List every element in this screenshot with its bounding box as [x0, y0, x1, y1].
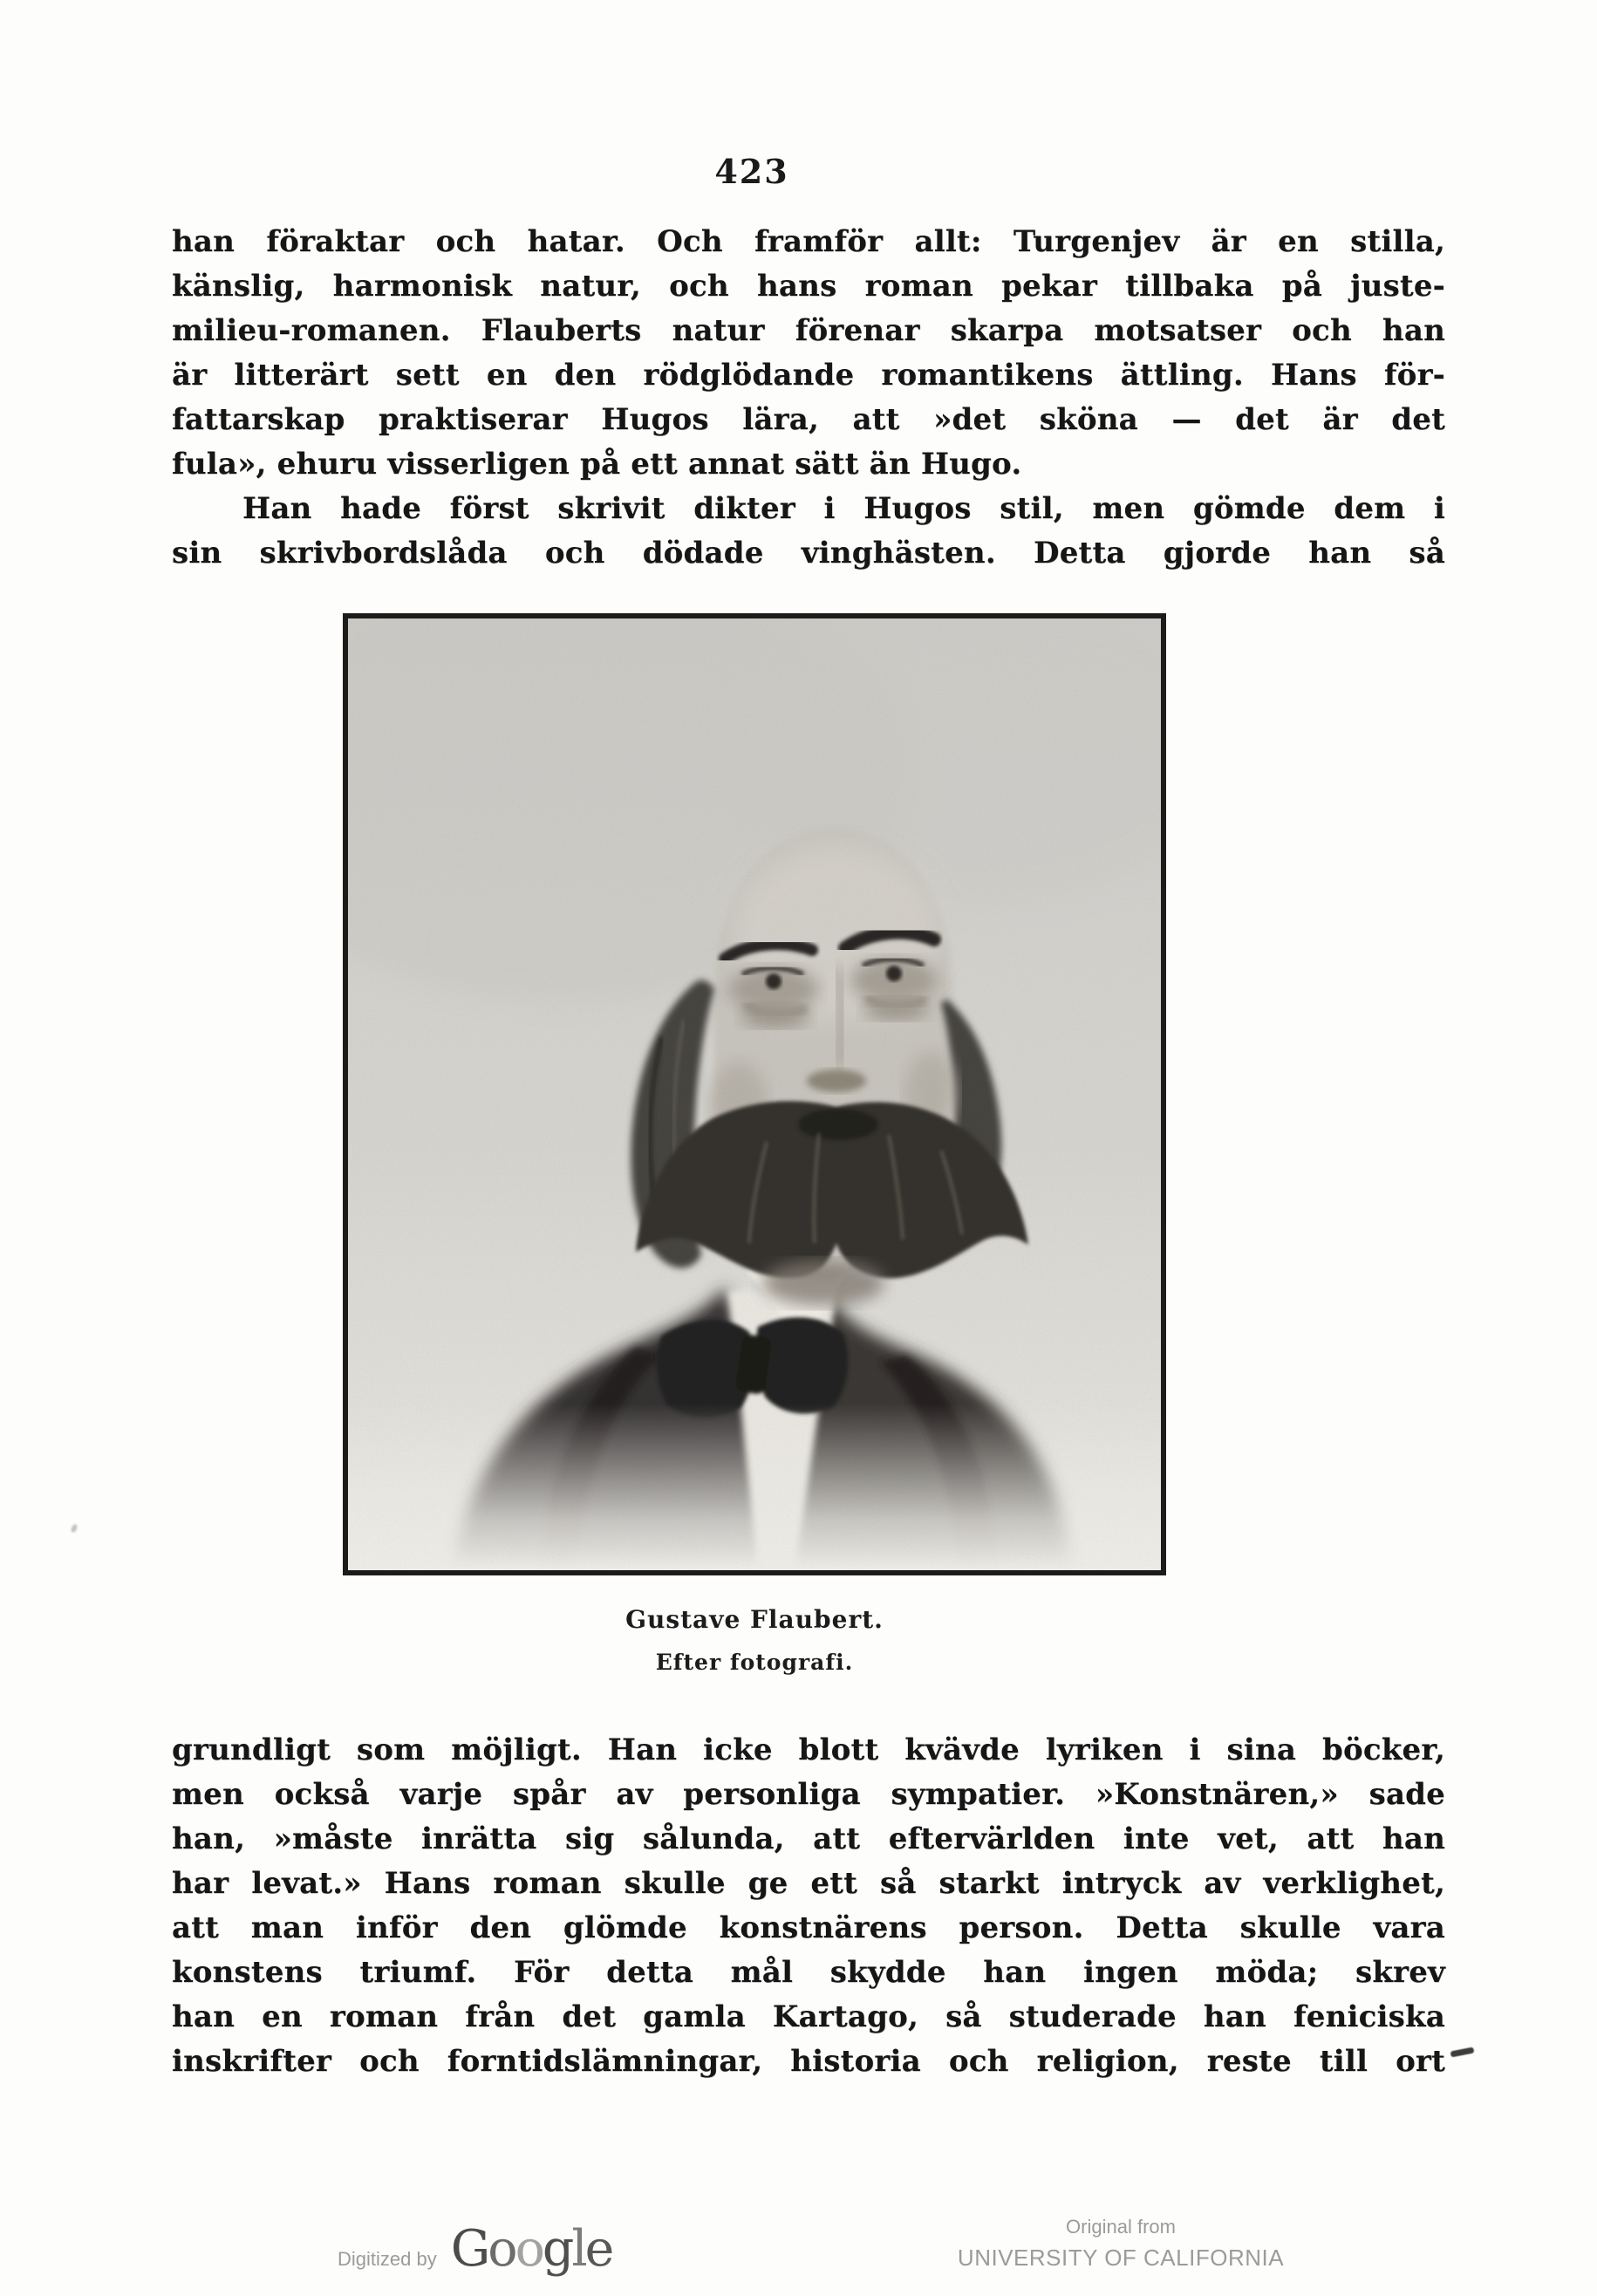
text-line: inskrifter och forntidslämningar, historia och religion, reste till ort	[172, 2044, 1445, 2079]
photo-caption	[343, 1605, 1166, 1675]
provenance-attribution	[946, 2216, 1295, 2272]
flaubert-portrait-illustration	[348, 618, 1161, 1570]
text-line: grundligt som möjligt. Han icke blott kvävde lyriken i sina böcker,	[172, 1732, 1445, 1767]
google-logo-letter: e	[584, 2220, 612, 2278]
text-line: men också varje spår av personliga sympatier. »Konstnären,» sade	[172, 1777, 1445, 1812]
google-logo-letter: o	[488, 2220, 515, 2278]
google-attribution	[338, 2220, 612, 2278]
text-line: han, »måste inrätta sig sålunda, att eftervärlden inte vet, att han	[172, 1821, 1445, 1856]
text-line: sin skrivbordslåda och dödade vinghästen. Detta gjorde han så	[172, 536, 1445, 571]
text-line: han en roman från det gamla Kartago, så studerade han feniciska	[172, 1999, 1445, 2034]
text-line: milieu-romanen. Flauberts natur förenar skarpa motsatser och han	[172, 313, 1445, 348]
ink-mark-artifact	[1450, 2047, 1475, 2057]
text-line: är litterärt sett en den rödglödande romantikens ättling. Hans för-	[172, 358, 1445, 393]
paragraph-block-bottom	[172, 1728, 1445, 2084]
page-number: 423	[714, 152, 789, 191]
google-logo-letter: o	[515, 2220, 543, 2278]
paragraph-block-top	[172, 220, 1445, 576]
digitized-by-label: Digitized by	[338, 2248, 437, 2270]
google-logo	[450, 2220, 612, 2278]
original-from-label: Original from	[1066, 2216, 1176, 2238]
text-line: fattarskap praktiserar Hugos lära, att »det sköna — det är det	[172, 402, 1445, 437]
institution-label: UNIVERSITY OF CALIFORNIA	[957, 2245, 1285, 2271]
text-line: fula», ehuru visserligen på ett annat sätt än Hugo.	[172, 447, 1022, 482]
text-line: han föraktar och hatar. Och framför allt: Turgenjev är en stilla,	[172, 224, 1445, 259]
text-line: Han hade först skrivit dikter i Hugos stil, men gömde dem i	[242, 491, 1445, 526]
caption-subtitle: Efter fotografi.	[655, 1650, 854, 1675]
text-line: känslig, harmonisk natur, och hans roman pekar tillbaka på juste-	[172, 269, 1445, 304]
text-line: har levat.» Hans roman skulle ge ett så starkt intryck av verklighet,	[172, 1866, 1445, 1901]
flaubert-photo	[343, 613, 1166, 1575]
margin-speck-artifact	[70, 1523, 78, 1534]
google-logo-letter: l	[571, 2220, 585, 2278]
caption-title: Gustave Flaubert.	[625, 1605, 884, 1634]
google-logo-letter: G	[450, 2220, 488, 2278]
text-line: att man inför den glömde konstnärens person. Detta skulle vara	[172, 1910, 1445, 1945]
text-line: konstens triumf. För detta mål skydde han ingen möda; skrev	[172, 1955, 1445, 1990]
google-logo-letter: g	[542, 2220, 572, 2278]
